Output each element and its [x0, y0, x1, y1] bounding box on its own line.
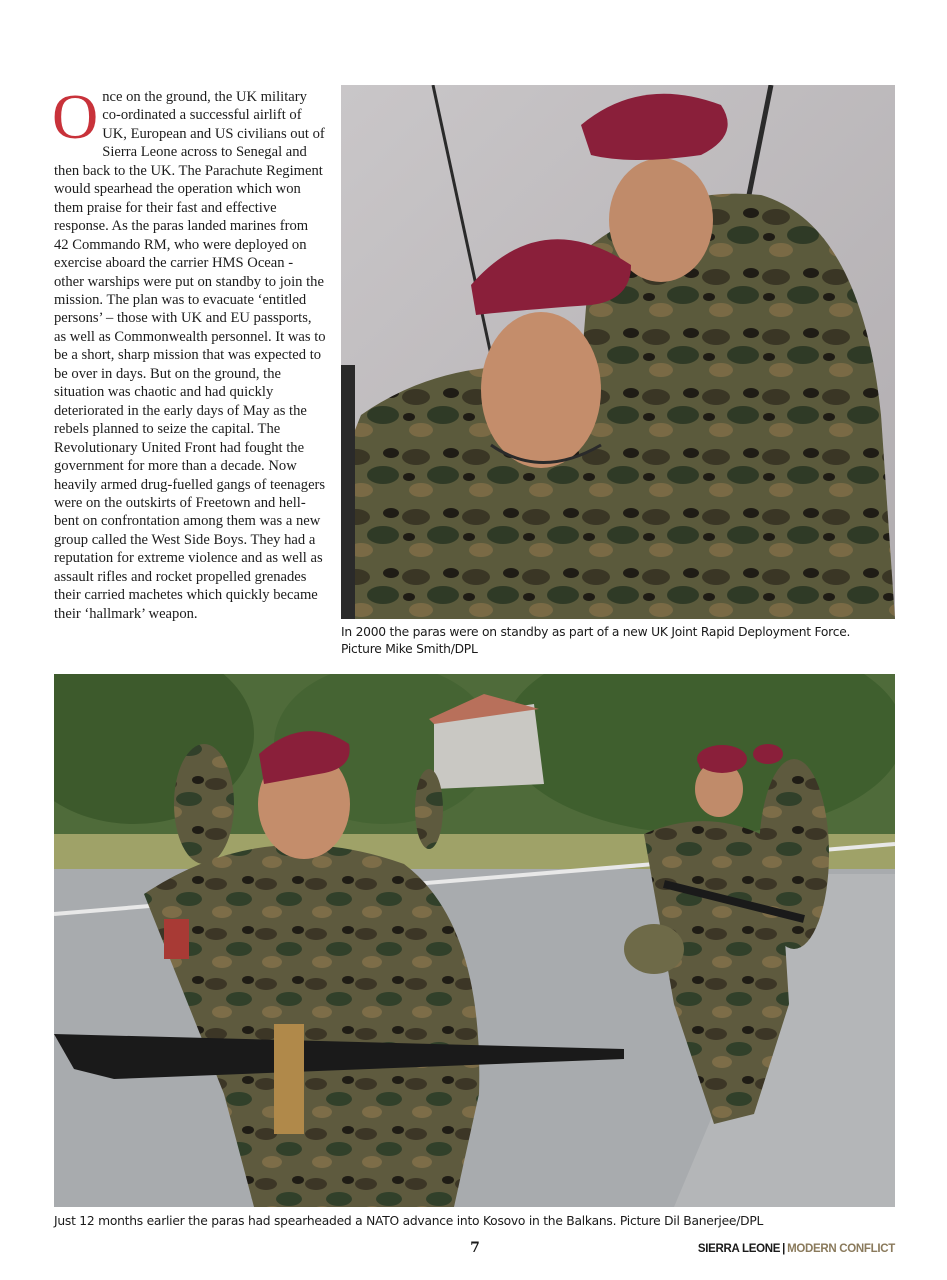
page-number: 7 — [470, 1240, 480, 1256]
photo-paras-standby-image — [341, 85, 895, 619]
footer-running-title — [698, 1243, 895, 1255]
footer-section-title: SIERRA LEONE — [697, 1243, 781, 1255]
caption-bottom-photo: Just 12 months earlier the paras had spearheaded a NATO advance into Kosovo in the Balkans. Picture Dil Banerjee/DPL — [54, 1214, 764, 1228]
article-text — [52, 81, 326, 623]
photo-paras-kosovo-image — [54, 674, 895, 1207]
drop-cap: O — [52, 81, 99, 152]
photo-paras-standby — [341, 85, 895, 619]
photo-paras-kosovo — [54, 674, 895, 1207]
article-body: nce on the ground, the UK military co-ordinated a successful airlift of UK, European and US civilians out of Sierra Leone across to Senegal and then back to the UK. The Parachute Regiment would spearhead the operation which won them praise for their fast and effective response. As the paras landed marines from 42 Commando RM, who were deployed on exercise aboard the carrier HMS Ocean - other warships were put on standby to join the mission. The plan was to evacuate ‘entitled persons’ – those with UK and EU passports, as well as Commonwealth personnel. It was to be a short, sharp mission that was expected to be over in days. But on the ground, the situation was chaotic and had quickly deteriorated in the early days of May as the rebels planned to seize the capital. The Revolutionary United Front had fought the government for more than a decade. Now heavily armed drug-fuelled gangs of teenagers were on the outskirts of Freetown and hell-bent on confrontation among them was a new group called the West Side Boys. They had a reputation for extreme violence and as well as assault rifles and rocket propelled grenades their carried machetes which quickly became their ‘hallmark’ weapon. — [54, 89, 326, 622]
footer-magazine-title: MODERN CONFLICT — [787, 1243, 895, 1255]
footer-separator: | — [782, 1243, 786, 1255]
caption-top-photo: In 2000 the paras were on standby as part of a new UK Joint Rapid Deployment Force. Picture Mike Smith/DPL — [341, 625, 851, 656]
